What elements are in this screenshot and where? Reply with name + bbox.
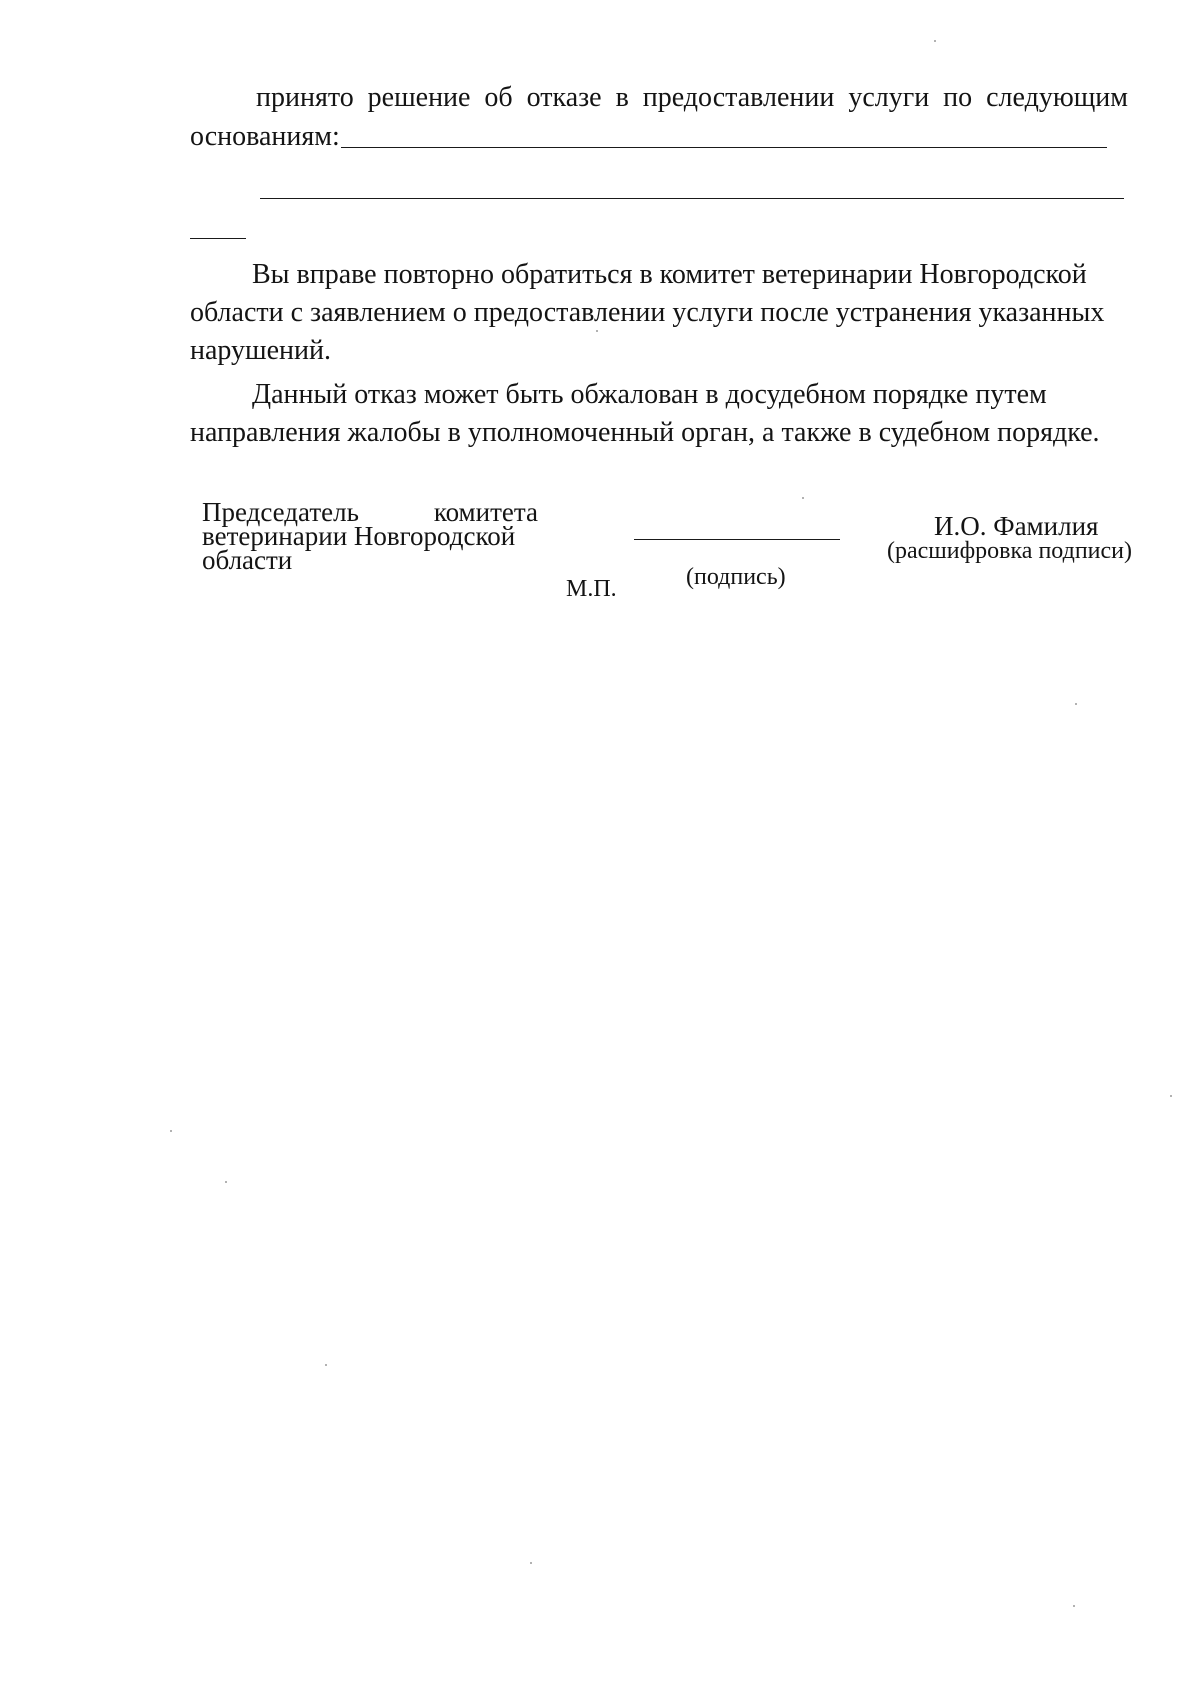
scan-speck	[530, 1562, 532, 1564]
signature-line	[634, 539, 840, 540]
scan-speck	[596, 330, 598, 332]
appeal-text: Данный отказ может быть обжалован в досудебном порядке путем направления жалобы в уполномоченный орган, а также в судебном порядке.	[190, 379, 1100, 448]
reapply-text: Вы вправе повторно обратиться в комитет ветеринарии Новгородской области с заявлением о предоставлении услуги после устранения указанных нарушений.	[190, 259, 1105, 366]
scan-speck	[1075, 703, 1077, 705]
scan-speck	[1170, 1095, 1172, 1097]
reapply-paragraph	[190, 256, 1138, 370]
grounds-fill-line-2	[260, 198, 1124, 199]
decision-line-1	[256, 79, 1128, 117]
signature-caption: (подпись)	[686, 564, 786, 590]
name-caption: (расшифровка подписи)	[887, 538, 1132, 564]
decision-line-2	[190, 118, 390, 156]
grounds-fill-line-1	[341, 147, 1107, 148]
scan-speck	[225, 1181, 227, 1183]
grounds-label: основаниям:	[190, 121, 340, 152]
scan-speck	[934, 40, 936, 42]
decision-text: принято решение об отказе в предоставлении услуги по следующим	[256, 82, 1128, 113]
scan-speck	[325, 1364, 327, 1366]
position-word-committee: комитета	[433, 497, 538, 527]
signatory-name: И.О. Фамилия	[934, 511, 1099, 541]
position-line-2: ветеринарии Новгородской	[202, 521, 516, 551]
position-line-3: области	[202, 545, 293, 575]
position-title	[202, 497, 538, 575]
appeal-paragraph	[190, 376, 1138, 452]
stamp-label: М.П.	[566, 576, 617, 602]
position-word-chairman: Председатель	[202, 497, 359, 527]
scan-speck	[802, 497, 804, 499]
grounds-fill-line-3	[190, 238, 246, 239]
scan-speck	[1073, 1605, 1075, 1607]
scan-speck	[170, 1130, 172, 1132]
